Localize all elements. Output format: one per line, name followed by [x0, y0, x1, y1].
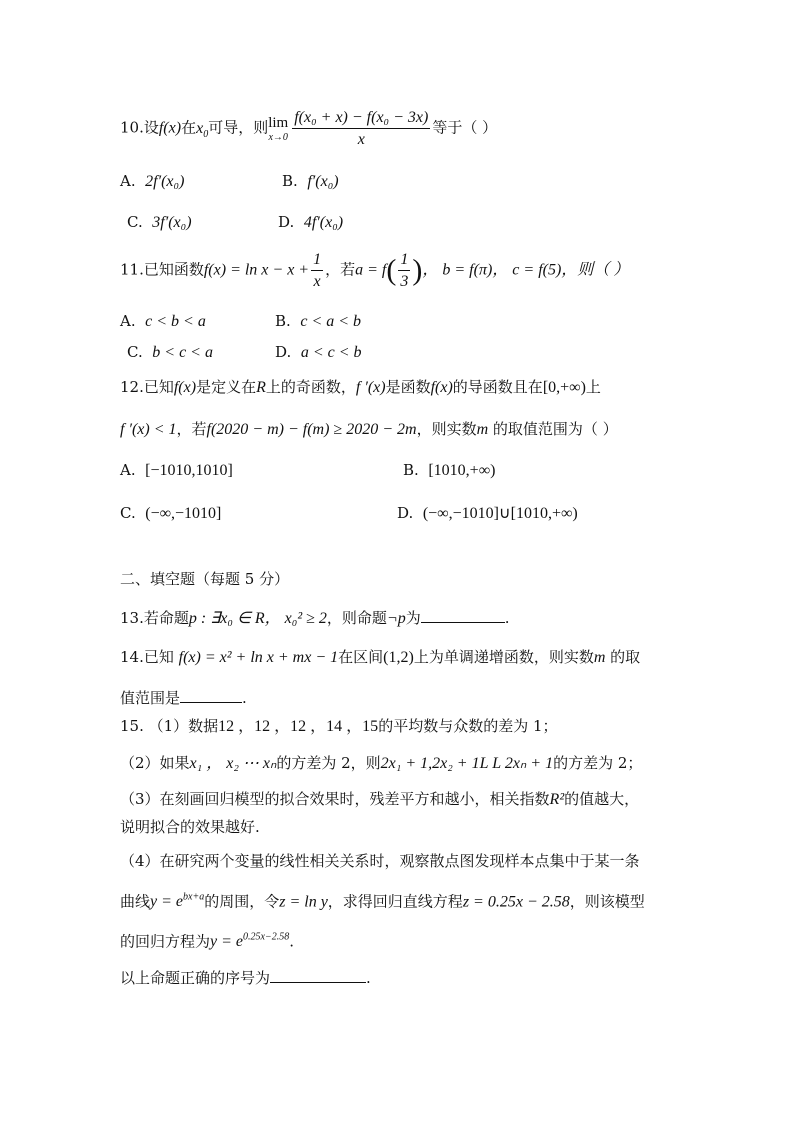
- q10-limit: lim x→0: [268, 114, 289, 143]
- q11-option-c: C. b < c < a: [127, 343, 213, 361]
- q15-line3: （3）在刻画回归模型的拟合效果时，残差平方和越小，相关指数R²的值越大，: [120, 790, 640, 808]
- q15-data: 12 ，12 ，12 ，14 ，15: [218, 718, 379, 735]
- q13-answer-blank: [421, 608, 505, 623]
- q12-line2: f ′(x) < 1，若f(2020 − m) − f(m) ≥ 2020 − 2m，则实数m 的取值范围为（ ）: [120, 420, 618, 438]
- q12-option-a: A. [−1010,1010]: [120, 461, 233, 479]
- q10-option-d: D. 4f′(x₀): [278, 213, 344, 231]
- q12-m: m: [476, 421, 489, 438]
- q15-curve: $y = e^{bx+a}$: [150, 892, 205, 911]
- q12-fx: f(x): [173, 379, 197, 396]
- section-title: 二、填空题（每题 5 分）: [120, 570, 290, 588]
- q15-R-squared: R²: [549, 791, 565, 808]
- q15-line7: 的回归方程为$y = e^{0.25x-2.58}$.: [120, 932, 294, 951]
- q15-answer-blank: [270, 968, 366, 983]
- q11-option-a: A. c < b < a: [120, 312, 206, 330]
- q13-proposition: p : ∃x₀ ∈ R， x₀² ≥ 2: [188, 610, 327, 627]
- q15-line6: 曲线$y = e^{bx+a}$的周围，令z = ln y，求得回归直线方程z = 0.25x − 2.58，则该模型: [120, 892, 645, 911]
- q11-if: ，若: [325, 260, 356, 279]
- q10-option-b: B. f′(x₀): [282, 172, 339, 190]
- q12-R: R: [256, 379, 266, 396]
- q14-interval: (1,2): [383, 649, 414, 666]
- q15-model-equation: $y = e^{0.25x-2.58}$: [210, 932, 290, 951]
- q10-fx: f(x): [158, 119, 182, 137]
- q15-line4: 说明拟合的效果越好.: [120, 818, 260, 836]
- q10-at: 在: [181, 118, 197, 137]
- q12-line1: 12.已知f(x)是定义在R上的奇函数，f ′(x)是函数f(x)的导函数且在[0,+∞)上: [120, 378, 601, 396]
- q15-regression-line: z = 0.25x − 2.58: [462, 893, 570, 911]
- q11-prefix: 11.已知函数: [120, 260, 204, 279]
- q15-line2: （2）如果x₁ ， x₂ ⋯ xₙ的方差为 2，则2x₁ + 1,2x₂ + 1L L 2xₙ + 1的方差为 2；: [120, 754, 643, 772]
- q14-line2: 值范围是 .: [120, 689, 247, 707]
- q14-func: f(x) = x² + ln x + mx − 1: [178, 649, 339, 666]
- q15-line1: 15. （1）数据12 ，12 ，12 ，14 ，15的平均数与众数的差为 1；: [120, 717, 558, 735]
- q12-fprime: f ′(x): [355, 379, 386, 396]
- q10-equals: 等于（ ）: [432, 118, 498, 137]
- q11-option-b: B. c < a < b: [275, 312, 362, 330]
- q10-stem: [120, 108, 497, 149]
- q15-x-sequence: x₁ ， x₂ ⋯ xₙ: [189, 755, 277, 772]
- q11-stem: 11.已知函数f(x) = ln x − x + $\frac{1}{x}$ ，若a = f( $\frac{1}{3}$ )， b = f(π)， c = f(5)，则（ ）: [120, 251, 630, 291]
- q13-negation: ¬p: [386, 610, 406, 627]
- q15-line5: （4）在研究两个变量的线性相关关系时，观察散点图发现样本点集中于某一条: [120, 852, 640, 870]
- q12-interval: [0,+∞): [542, 379, 586, 396]
- q11-bc-def: ， b = f(π)， c = f(5)，则（ ）: [422, 261, 630, 279]
- q15-transformed: 2x₁ + 1,2x₂ + 1L L 2xₙ + 1: [380, 755, 554, 772]
- q14-line1: 14.已知 f(x) = x² + ln x + mx − 1在区间(1,2)上为单调递增函数，则实数m 的取: [120, 648, 641, 666]
- q12-option-b: B. [1010,+∞): [403, 461, 496, 479]
- q11-func: f(x) = ln x − x +: [203, 261, 310, 279]
- q12-option-c: C. (−∞,−1010]: [120, 504, 222, 522]
- q12-option-d: D. (−∞,−1010]∪[1010,+∞): [397, 504, 578, 522]
- q13-stem: 13.若命题p : ∃x₀ ∈ R， x₀² ≥ 2，则命题¬p为 .: [120, 609, 510, 627]
- q11-fraction: $\frac{1}{x}$: [313, 251, 322, 291]
- q10-fraction: $\frac{\text{f(x₀ + x) − f(x₀ − 3x)}}{x}$: [294, 109, 429, 149]
- q10-prefix: 10.设: [120, 118, 159, 137]
- q14-m: m: [593, 649, 606, 666]
- q14-answer-blank: [180, 688, 242, 703]
- q10-option-c: C. 3f′(x₀): [127, 213, 192, 231]
- q15-z-def: z = ln y: [279, 893, 328, 911]
- q10-x0: $x_0$: [196, 119, 209, 140]
- q11-option-d: D. a < c < b: [275, 343, 362, 361]
- q10-differentiable: 可导，则: [208, 118, 269, 137]
- q12-inequality: f(2020 − m) − f(m) ≥ 2020 − 2m: [206, 421, 417, 438]
- q10-option-a: A. 2f′(x₀): [120, 172, 185, 190]
- q15-line8: 以上命题正确的序号为 .: [120, 969, 371, 987]
- q11-a-def: a = f: [355, 261, 387, 279]
- q11-a-fraction: $\frac{1}{3}$: [400, 251, 409, 291]
- q12-condition: f ′(x) < 1: [120, 421, 177, 438]
